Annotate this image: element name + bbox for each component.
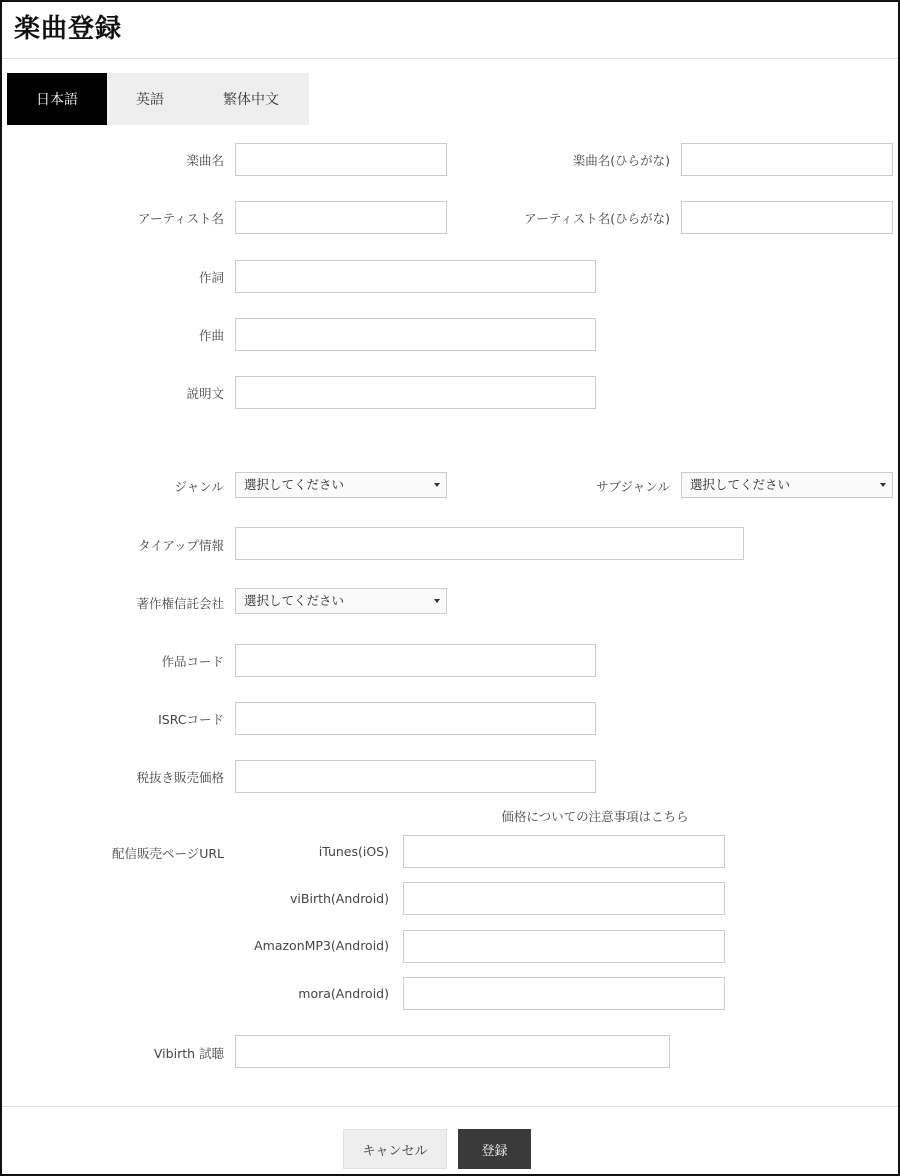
artist-name-kana-label: アーティスト名(ひらがな): [524, 211, 670, 226]
amazon-label: AmazonMP3(Android): [254, 938, 389, 953]
artist-name-input[interactable]: [235, 201, 447, 234]
song-name-label: 楽曲名: [186, 153, 224, 168]
isrc-code-label: ISRCコード: [158, 712, 224, 727]
amazon-url-input[interactable]: [403, 930, 725, 963]
description-input[interactable]: [235, 376, 596, 409]
song-name-kana-input[interactable]: [681, 143, 893, 176]
tab-traditional-chinese[interactable]: 繁体中文: [223, 92, 279, 108]
mora-url-input[interactable]: [403, 977, 725, 1010]
distribution-url-label: 配信販売ページURL: [111, 846, 224, 861]
tab-english[interactable]: 英語: [136, 92, 164, 108]
song-name-kana-label: 楽曲名(ひらがな): [572, 153, 670, 168]
tab-japanese[interactable]: 日本語: [7, 73, 107, 125]
header-divider: [2, 58, 898, 59]
copyright-company-select-value: 選択してください: [244, 593, 345, 608]
genre-label: ジャンル: [174, 479, 224, 494]
vibirth-preview-label: Vibirth 試聴: [153, 1046, 224, 1061]
vibirth-preview-input[interactable]: [235, 1035, 670, 1068]
vibirth-url-input[interactable]: [403, 882, 725, 915]
artist-name-kana-input[interactable]: [681, 201, 893, 234]
artist-name-label: アーティスト名: [137, 211, 224, 226]
language-tabs: [7, 73, 309, 125]
cancel-button[interactable]: キャンセル: [343, 1129, 447, 1169]
composer-input[interactable]: [235, 318, 596, 351]
lyricist-input[interactable]: [235, 260, 596, 293]
composer-label: 作曲: [198, 328, 224, 343]
chevron-down-icon: [434, 483, 440, 487]
chevron-down-icon: [880, 483, 886, 487]
subgenre-select[interactable]: [681, 472, 893, 498]
submit-button[interactable]: 登録: [458, 1129, 531, 1169]
itunes-label: iTunes(iOS): [318, 844, 389, 859]
work-code-label: 作品コード: [161, 654, 224, 669]
chevron-down-icon: [434, 599, 440, 603]
subgenre-select-value: 選択してください: [690, 477, 791, 492]
vibirth-label: viBirth(Android): [290, 891, 389, 906]
tieup-label: タイアップ情報: [137, 538, 224, 553]
genre-select[interactable]: [235, 472, 447, 498]
tieup-input[interactable]: [235, 527, 744, 560]
price-label: 税抜き販売価格: [136, 770, 224, 785]
footer-divider: [2, 1106, 898, 1107]
genre-select-value: 選択してください: [244, 477, 345, 492]
page-title: 楽曲登録: [14, 14, 123, 44]
copyright-company-select[interactable]: [235, 588, 447, 614]
price-input[interactable]: [235, 760, 596, 793]
description-label: 説明文: [186, 386, 224, 401]
itunes-url-input[interactable]: [403, 835, 725, 868]
mora-label: mora(Android): [298, 986, 389, 1001]
copyright-company-label: 著作権信託会社: [136, 596, 224, 611]
lyricist-label: 作詞: [198, 270, 224, 285]
price-note-link[interactable]: 価格についての注意事項はこちら: [501, 809, 689, 824]
song-name-input[interactable]: [235, 143, 447, 176]
subgenre-label: サブジャンル: [596, 479, 670, 494]
work-code-input[interactable]: [235, 644, 596, 677]
isrc-code-input[interactable]: [235, 702, 596, 735]
